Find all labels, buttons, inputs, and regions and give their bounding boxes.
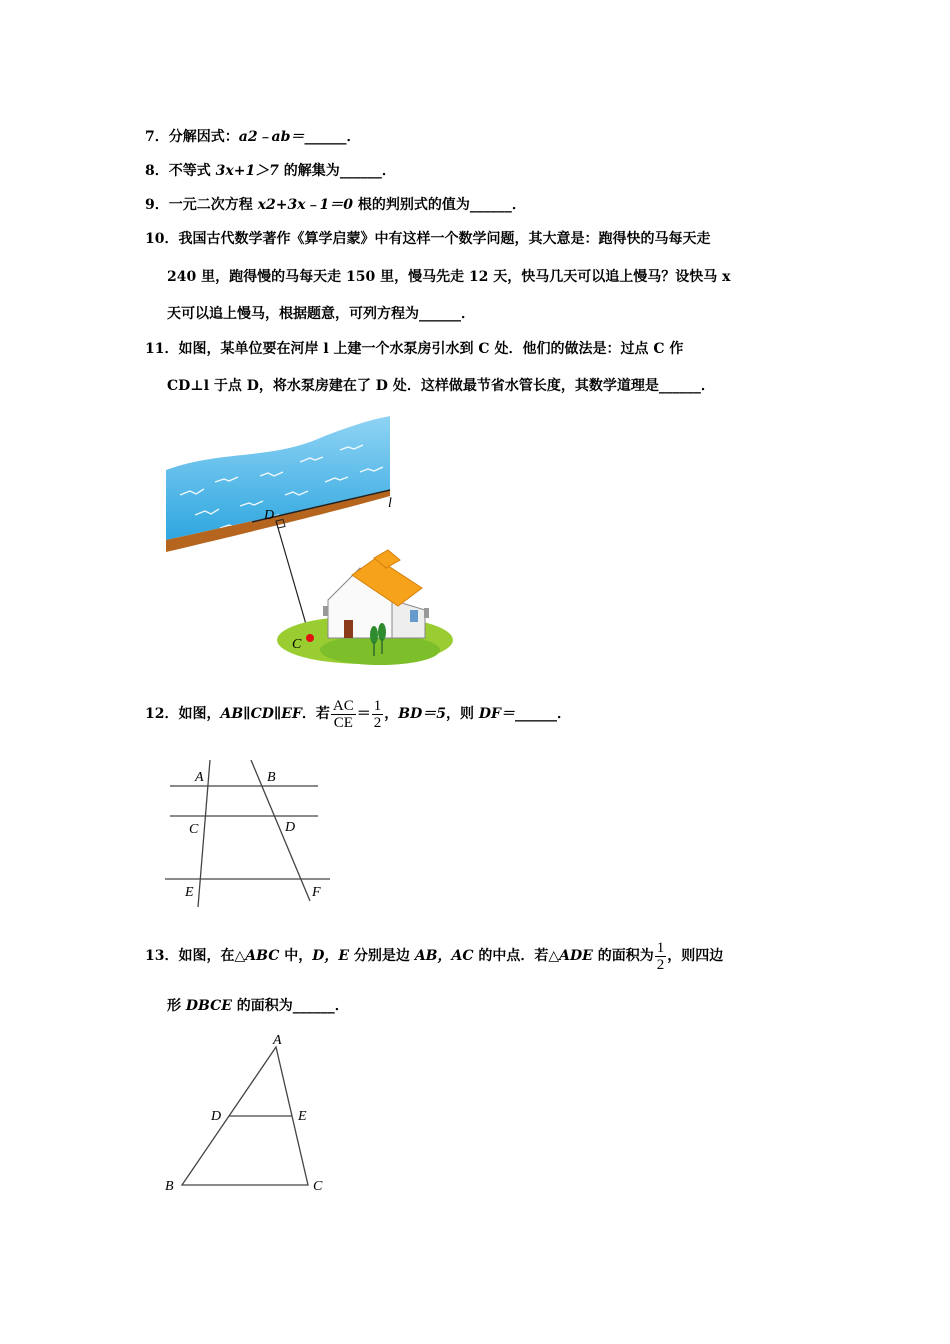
q9-expression: x2+3x﹣1＝0: [257, 197, 354, 213]
q13-points-de: D，E: [312, 948, 350, 964]
q8-blank: ______: [339, 163, 382, 179]
label-e: E: [298, 1109, 307, 1124]
label-c: C: [292, 637, 302, 652]
q8-text: 不等式: [168, 163, 216, 179]
label-b: B: [267, 770, 276, 785]
parallel-lines-figure: [160, 755, 340, 915]
q11-number: 11．: [145, 341, 179, 357]
q13-quadrilateral: DBCE: [185, 998, 232, 1014]
q10-end: ．: [461, 306, 475, 322]
q11-text-1: 如图，某单位要在河岸 l 上建一个水泵房引水到 C 处．他们的做法是：过点 C 作: [178, 341, 684, 357]
q13-end: ．: [334, 998, 349, 1014]
q13-text-8: 的面积为: [231, 998, 293, 1014]
q8-end: ．: [381, 163, 396, 179]
fraction-denominator-2: 2: [373, 714, 382, 731]
river-house-figure: [160, 410, 460, 675]
q12-expression: AB∥CD∥EF: [220, 706, 302, 722]
q11-blank: ______: [658, 378, 701, 394]
question-11-line-1: [145, 339, 683, 359]
question-13-line-2: [167, 996, 349, 1016]
q13-sides: AB，AC: [414, 948, 474, 964]
q12-text-3: ，则: [445, 706, 479, 722]
q12-expression-2: BD＝5: [398, 706, 446, 722]
q10-text-3: 天可以追上慢马，根据题意，可列方程为: [167, 306, 419, 322]
q13-text-3: 分别是边: [349, 948, 415, 964]
question-10-line-2: [167, 267, 731, 287]
label-d: D: [211, 1109, 222, 1124]
label-b: B: [165, 1179, 174, 1194]
q12-equals: ＝: [356, 706, 371, 722]
question-10-line-3: [167, 304, 475, 324]
q9-text: 一元二次方程: [168, 197, 258, 213]
q10-text-2: 240 里，跑得慢的马每天走 150 里，慢马先走 12 天，快马几天可以追上慢马？设快马 x: [167, 269, 731, 285]
house-door: [344, 620, 353, 638]
question-13-line-1: [145, 939, 723, 973]
q12-number: 12．: [145, 706, 179, 722]
label-f: F: [312, 885, 321, 900]
house-window: [410, 610, 418, 622]
label-a: A: [195, 770, 204, 785]
q13-text-5: 的面积为: [592, 948, 654, 964]
question-10-line-1: [145, 229, 710, 249]
fraction-area: [655, 940, 667, 973]
label-d: D: [264, 508, 275, 523]
label-d: D: [285, 820, 296, 835]
question-8: [145, 161, 396, 181]
fraction-numerator-2: 1: [373, 697, 382, 714]
label-c: C: [313, 1179, 323, 1194]
q13-triangle-ade: ADE: [559, 948, 593, 964]
question-7: [145, 127, 360, 147]
q10-blank: ______: [419, 306, 461, 322]
q12-expression-3: DF＝: [478, 706, 515, 722]
q7-blank: ______: [304, 129, 347, 145]
fraction-numerator: AC: [332, 697, 354, 714]
q9-end: ．: [511, 197, 526, 213]
transversal-bdf: [251, 760, 310, 901]
q12-text-2: ．若: [301, 706, 330, 722]
q7-text: 分解因式：: [168, 129, 239, 145]
q11-end: ．: [700, 378, 715, 394]
label-c: C: [189, 822, 199, 837]
q7-expression: a2﹣ab＝: [238, 129, 305, 145]
q8-expression: 3x+1＞7: [215, 163, 279, 179]
question-11-line-2: [167, 376, 715, 396]
q8-text-2: 的解集为: [278, 163, 340, 179]
q9-text-2: 根的判别式的值为: [353, 197, 470, 213]
triangle-figure: [160, 1030, 340, 1200]
q10-number: 10．: [145, 231, 179, 247]
tree: [370, 626, 378, 644]
q13-text-2: 中，: [279, 948, 313, 964]
q13-number: 13．: [145, 948, 179, 964]
q9-number: 9．: [145, 197, 169, 213]
question-12: [145, 697, 571, 731]
q11-text-2: CD⊥l 于点 D，将水泵房建在了 D 处．这样做最节省水管长度，其数学道理是: [167, 378, 659, 394]
question-9: [145, 195, 526, 215]
fraction-denominator: CE: [333, 714, 353, 731]
q12-text: 如图，: [178, 706, 221, 722]
q13-text: 如图，在△: [178, 948, 246, 964]
q9-blank: ______: [469, 197, 512, 213]
q13-text-4: 的中点．若△: [473, 948, 560, 964]
segment-cd: [276, 521, 310, 638]
tree-2: [378, 623, 386, 641]
fence-post-2: [424, 608, 429, 618]
q12-blank: ______: [514, 706, 557, 722]
fraction-ac-ce: [331, 698, 356, 731]
q12-comma: ，: [384, 706, 399, 722]
fence-post: [323, 606, 328, 616]
q13-text-7: 形: [167, 998, 186, 1014]
q7-end: ．: [346, 129, 361, 145]
q7-number: 7．: [145, 129, 169, 145]
label-a: A: [273, 1033, 282, 1048]
fraction-numerator: 1: [656, 939, 665, 956]
label-l: l: [388, 496, 392, 511]
q13-triangle-abc: ABC: [245, 948, 280, 964]
label-e: E: [185, 885, 194, 900]
q12-end: ．: [556, 706, 571, 722]
point-c: [306, 634, 314, 642]
q10-text-1: 我国古代数学著作《算学启蒙》中有这样一个数学问题，其大意是：跑得快的马每天走: [178, 231, 711, 247]
fraction-denominator: 2: [656, 956, 665, 973]
q13-blank: ______: [292, 998, 335, 1014]
q13-text-6: ，则四边: [667, 948, 724, 964]
fraction-one-half: [372, 698, 384, 731]
q8-number: 8．: [145, 163, 169, 179]
